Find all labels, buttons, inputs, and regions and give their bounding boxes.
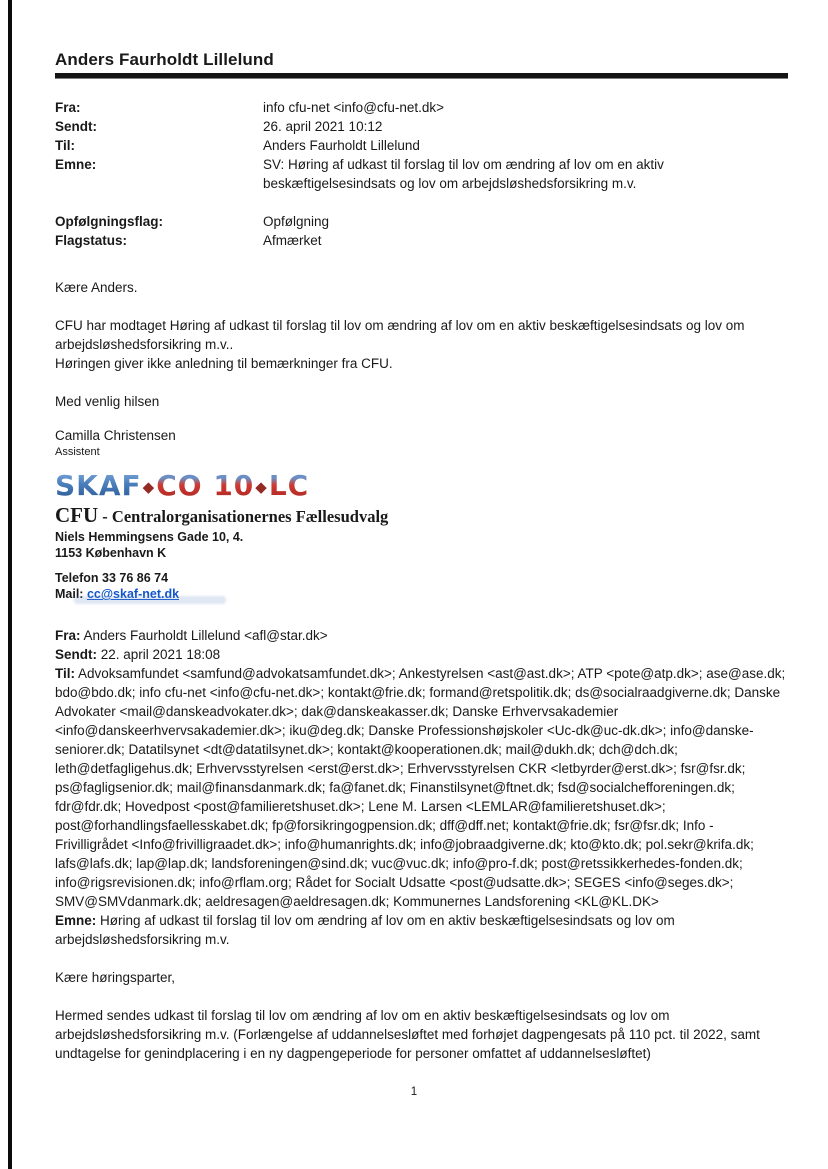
quoted-til-line: [55, 664, 790, 911]
quoted-emne-label: Emne:: [55, 913, 97, 928]
logo-text-co10: CO 10: [156, 469, 255, 502]
logo-text-skaf: SKAF: [55, 469, 142, 502]
mail-label: Mail:: [55, 587, 87, 601]
skaf-co10-lc-logo: [55, 470, 790, 503]
quoted-sendt-line: [55, 645, 790, 664]
header-value: Anders Faurholdt Lillelund: [263, 138, 420, 153]
title-divider: [55, 73, 788, 78]
header-label: Emne:: [55, 157, 97, 172]
signature-name: Camilla Christensen: [55, 428, 176, 443]
logo-dot-icon: ◆: [142, 478, 156, 496]
header-label: Flagstatus:: [55, 233, 128, 248]
flag-block: [55, 212, 790, 250]
org-phone: Telefon 33 76 86 74: [55, 571, 169, 585]
quoted-sendt-label: Sendt:: [55, 647, 97, 662]
page-title: Anders Faurholdt Lillelund: [55, 50, 274, 69]
paragraph: Høringen giver ikke anledning til bemærkninger fra CFU.: [55, 356, 393, 371]
scan-smudge-artifact: [74, 596, 226, 604]
header-label: Opfølgningsflag:: [55, 214, 163, 229]
logo-dot-icon: ◆: [255, 478, 268, 496]
header-row-til: [55, 136, 790, 155]
header-row-emne: [55, 155, 790, 193]
org-mail-link[interactable]: cc@skaf-net.dk: [86, 587, 180, 601]
header-label: Fra:: [55, 100, 81, 115]
paragraph: Hermed sendes udkast til forslag til lov om ændring af lov om en aktiv beskæftigelsesindsats og lov om arbejdsløshedsforsikring m.v. (Forlængelse af uddannelsesløftet med forhøjet dagpengesats på 110 pct. til 2022, samt undtagelse for genindplacering i en ny dagpengeperiode for personer omfattet af uddannelsesløftet): [55, 1008, 760, 1061]
org-name: [55, 503, 790, 529]
org-address-line2: 1153 København K: [55, 546, 167, 560]
quoted-fra-label: Fra:: [55, 628, 81, 643]
header-value: SV: Høring af udkast til forslag til lov om ændring af lov om en aktiv beskæftigelsesindsats og lov om arbejdsløshedsforsikring m.v.: [263, 157, 664, 191]
header-value: Opfølgning: [263, 214, 330, 229]
header-label: Sendt:: [55, 119, 97, 134]
scan-edge-artifact: [8, 0, 12, 1169]
org-address-line1: Niels Hemmingsens Gade 10, 4.: [55, 530, 244, 544]
closing: Med venlig hilsen: [55, 394, 160, 409]
quoted-til-recipients: Advoksamfundet <samfund@advokatsamfundet.dk>; Ankestyrelsen <ast@ast.dk>; ATP <pote@atp.dk>; ase@ase.dk; bdo@bdo.dk; info cfu-net <info@cfu-net.dk>; kontakt@frie.dk; formand@retspolitik.dk; ds@socialraadgiverne.dk; Danske Advokater <mail@danskeadvokater.dk>; dak@danskeakasser.dk; Danske Erhvervsakademier <info@danskeerhvervsakademier.dk>; iku@deg.dk; Danske Professionshøjskoler <Uc-dk@uc-dk.dk>; info@danske-seniorer.dk; Datatilsynet <dt@datatilsynet.dk>; kontakt@kooperationen.dk; mail@dukh.dk; dch@dch.dk; leth@detfagligehus.dk; Erhvervsstyrelsen <erst@erst.dk>; Erhvervsstyrelsen CKR <letbyrder@erst.dk>; fsr@fsr.dk; ps@fagligsenior.dk; mail@finansdanmark.dk; fa@fanet.dk; Finanstilsynet@ftnet.dk; fsd@socialchefforeningen.dk; fdr@fdr.dk; Hovedpost <post@familieretshuset.dk>; Lene M. Larsen <LEMLAR@familieretshuset.dk>; post@forhandlingsfaellesskabet.dk; fp@forsikringogpension.dk; dff@dff.net; kontakt@frie.dk; fsr@fsr.dk; Info - Frivilligrådet <Info@frivilligraadet.dk>; info@humanrights.dk; info@jobraadgiverne.dk; kto@kto.dk; pol.sekr@krifa.dk; lafs@lafs.dk; lap@lap.dk; landsforeningen@sind.dk; vuc@vuc.dk; info@pro-f.dk; post@retssikkerhedes-fonden.dk; info@rigsrevisionen.dk; info@rflam.org; Rådet for Socialt Udsatte <post@udsatte.dk>; SEGES <info@seges.dk>; SMV@SMVdanmark.dk; aeldresagen@aeldresagen.dk; Kommunernes Landsforening <KL@KL.DK>: [55, 666, 786, 909]
page-number: 1: [410, 1086, 418, 1098]
header-row-opfoelgningsflag: [55, 212, 790, 231]
header-value: Afmærket: [263, 233, 322, 248]
quoted-fra-line: [55, 626, 790, 645]
header-label: Til:: [55, 138, 75, 153]
org-acronym: CFU: [55, 503, 99, 527]
message-body-2: [55, 968, 790, 1063]
email-header-block: [55, 98, 790, 250]
quoted-til-label: Til:: [55, 666, 75, 681]
quoted-email-header: [55, 626, 790, 949]
quoted-emne-line: [55, 911, 790, 949]
org-name-rest: - Centralorganisationernes Fællesudvalg: [98, 507, 389, 526]
header-row-fra: [55, 98, 790, 117]
header-row-sendt: [55, 117, 790, 136]
quoted-fra-value: Anders Faurholdt Lillelund <afl@star.dk>: [83, 628, 328, 643]
quoted-emne-value: Høring af udkast til forslag til lov om ændring af lov om en aktiv beskæftigelsesindsats og lov om arbejdsløshedsforsikring m.v.: [55, 913, 675, 947]
quoted-sendt-value: 22. april 2021 18:08: [100, 647, 221, 662]
signature-title: Assistent: [55, 446, 100, 458]
header-value: info cfu-net <info@cfu-net.dk>: [263, 100, 445, 115]
greeting: Kære Anders.: [55, 280, 138, 295]
greeting: Kære høringsparter,: [55, 970, 176, 985]
org-signature-block: [55, 470, 790, 602]
logo-text-lc: LC: [268, 469, 310, 502]
header-row-flagstatus: [55, 231, 790, 250]
paragraph: CFU har modtaget Høring af udkast til forslag til lov om ændring af lov om en aktiv beskæftigelsesindsats og lov om arbejdsløshedsforsikring m.v..: [55, 318, 745, 352]
header-value: 26. april 2021 10:12: [263, 119, 383, 134]
message-body-1: [55, 278, 790, 460]
